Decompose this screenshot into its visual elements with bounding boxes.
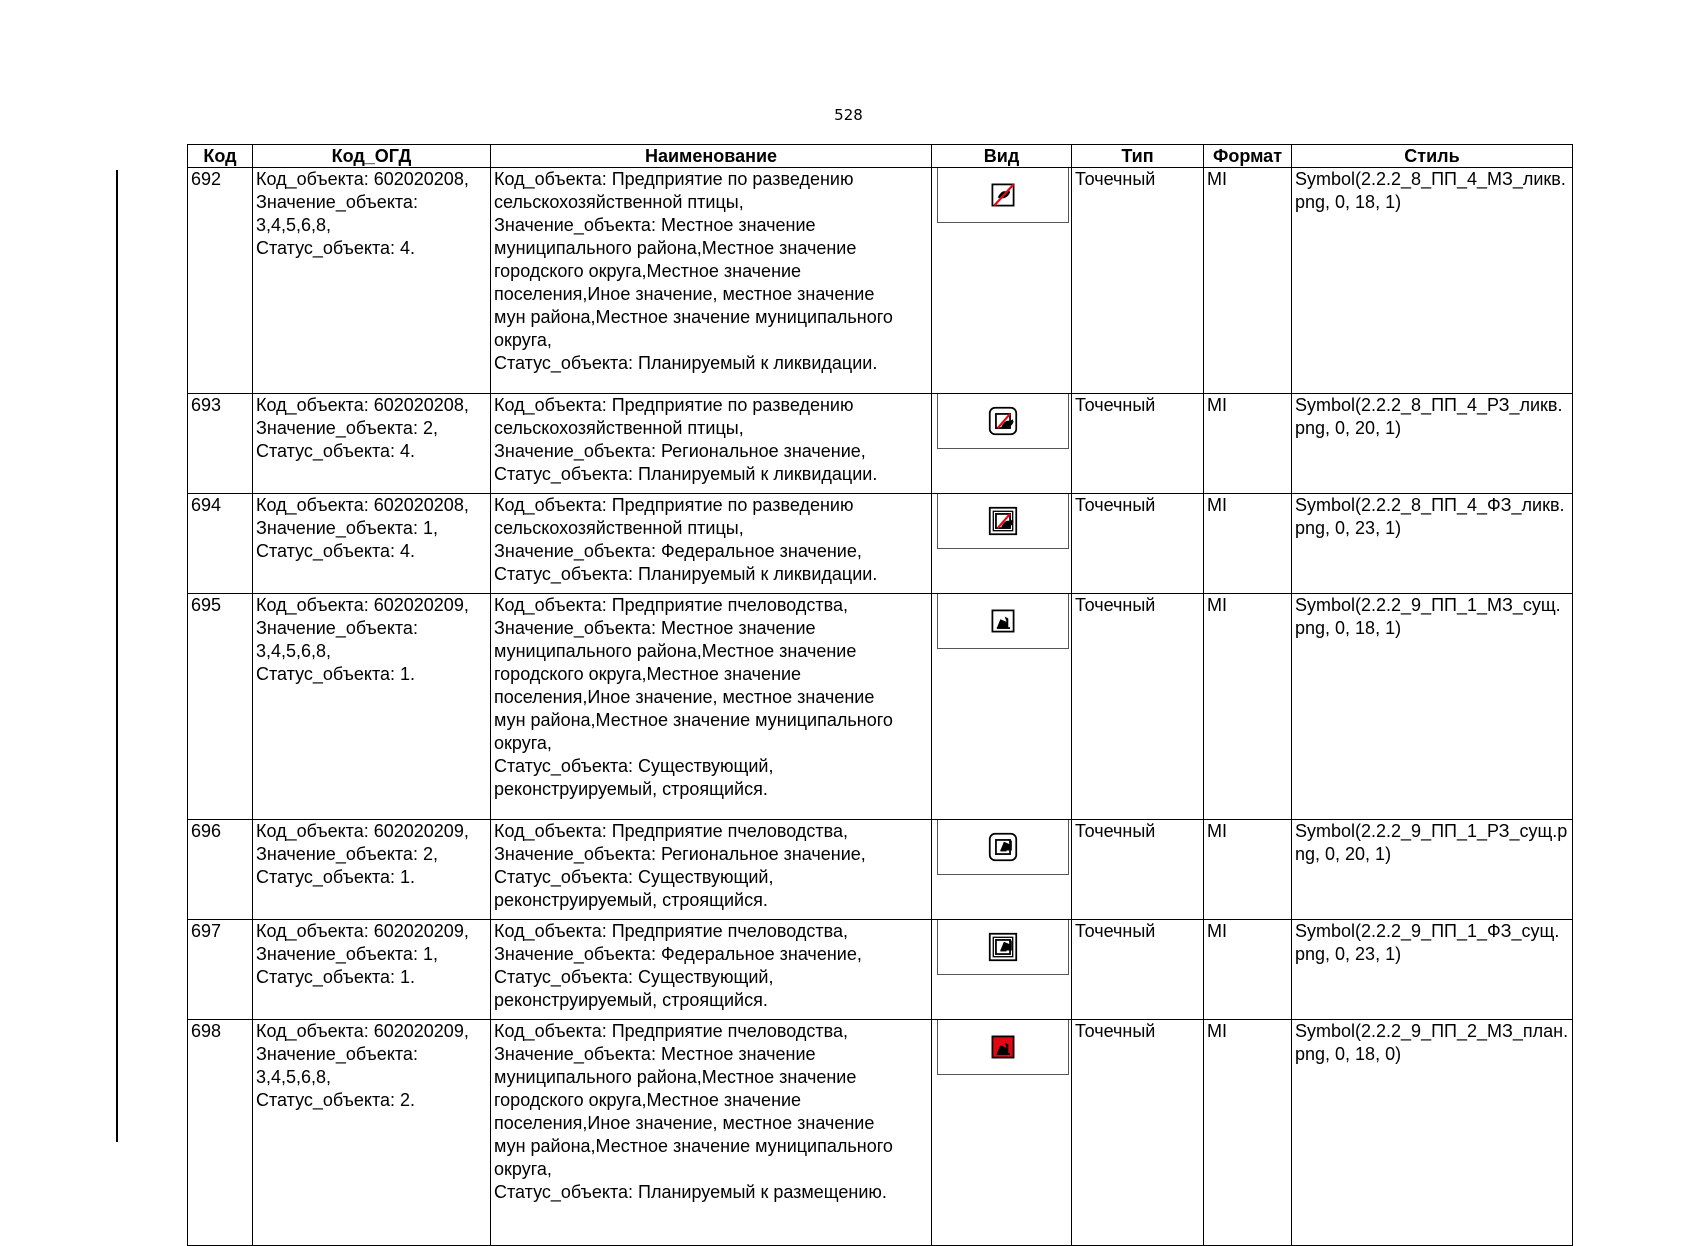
- column-header-view: Вид: [932, 145, 1072, 168]
- style-cell: Symbol(2.2.2_9_ПП_1_РЗ_сущ.png, 0, 20, 1): [1292, 820, 1573, 920]
- ogd-code-cell: Код_объекта: 602020209, Значение_объекта: 3,4,5,6,8, Статус_объекта: 1.: [253, 594, 491, 820]
- code-cell: 698: [188, 1020, 253, 1246]
- symbol-preview: [937, 1020, 1069, 1075]
- code-cell: 696: [188, 820, 253, 920]
- poultry-farm-liquidation-icon: [988, 406, 1018, 436]
- format-cell: MI: [1204, 494, 1292, 594]
- ogd-code-cell: Код_объекта: 602020209, Значение_объекта: 2, Статус_объекта: 1.: [253, 820, 491, 920]
- code-cell: 695: [188, 594, 253, 820]
- column-header-format: Формат: [1204, 145, 1292, 168]
- margin-line: [116, 170, 118, 1142]
- symbol-preview: [937, 920, 1069, 975]
- column-header-name: Наименование: [491, 145, 932, 168]
- table-row: [188, 168, 1573, 394]
- table-row: [188, 820, 1573, 920]
- format-cell: MI: [1204, 394, 1292, 494]
- column-header-style: Стиль: [1292, 145, 1573, 168]
- type-cell: Точечный: [1072, 920, 1204, 1020]
- column-header-type: Тип: [1072, 145, 1204, 168]
- symbol-preview: [937, 494, 1069, 549]
- column-header-code: Код: [188, 145, 253, 168]
- table-row: [188, 1020, 1573, 1246]
- name-cell: Код_объекта: Предприятие пчеловодства, Значение_объекта: Региональное значение, Статус_объекта: Существующий, реконструируемый, строящийся.: [491, 820, 932, 920]
- symbol-registry-table: [187, 144, 1573, 1246]
- table-row: [188, 594, 1573, 820]
- type-cell: Точечный: [1072, 394, 1204, 494]
- name-cell: Код_объекта: Предприятие по разведению сельскохозяйственной птицы, Значение_объекта: Федеральное значение, Статус_объекта: Планируемый к ликвидации.: [491, 494, 932, 594]
- symbol-preview: [937, 168, 1069, 223]
- view-cell: [932, 168, 1072, 394]
- type-cell: Точечный: [1072, 168, 1204, 394]
- style-cell: Symbol(2.2.2_8_ПП_4_ФЗ_ликв.png, 0, 23, 1): [1292, 494, 1573, 594]
- format-cell: MI: [1204, 820, 1292, 920]
- name-cell: Код_объекта: Предприятие пчеловодства, Значение_объекта: Местное значение муниципального района,Местное значение городского округа,Местное значение поселения,Иное значение, местное значение мун района,Местное значение муниципального округа, Статус_объекта: Существующий, реконструируемый, строящийся.: [491, 594, 932, 820]
- name-cell: Код_объекта: Предприятие по разведению сельскохозяйственной птицы, Значение_объекта: Региональное значение, Статус_объекта: Планируемый к ликвидации.: [491, 394, 932, 494]
- ogd-code-cell: Код_объекта: 602020208, Значение_объекта: 3,4,5,6,8, Статус_объекта: 4.: [253, 168, 491, 394]
- view-cell: [932, 594, 1072, 820]
- ogd-code-cell: Код_объекта: 602020208, Значение_объекта: 2, Статус_объекта: 4.: [253, 394, 491, 494]
- format-cell: MI: [1204, 920, 1292, 1020]
- code-cell: 692: [188, 168, 253, 394]
- symbol-preview: [937, 594, 1069, 649]
- symbol-preview: [937, 394, 1069, 449]
- beekeeping-enterprise-icon: [988, 832, 1018, 862]
- type-cell: Точечный: [1072, 494, 1204, 594]
- table-row: [188, 494, 1573, 594]
- view-cell: [932, 820, 1072, 920]
- ogd-code-cell: Код_объекта: 602020208, Значение_объекта: 1, Статус_объекта: 4.: [253, 494, 491, 594]
- name-cell: Код_объекта: Предприятие пчеловодства, Значение_объекта: Федеральное значение, Статус_объекта: Существующий, реконструируемый, строящийся.: [491, 920, 932, 1020]
- code-cell: 697: [188, 920, 253, 1020]
- ogd-code-cell: Код_объекта: 602020209, Значение_объекта: 3,4,5,6,8, Статус_объекта: 2.: [253, 1020, 491, 1246]
- table-row: [188, 394, 1573, 494]
- poultry-farm-liquidation-icon: [988, 180, 1018, 210]
- poultry-farm-liquidation-icon: [988, 506, 1018, 536]
- view-cell: [932, 394, 1072, 494]
- column-header-ogd: Код_ОГД: [253, 145, 491, 168]
- view-cell: [932, 1020, 1072, 1246]
- style-cell: Symbol(2.2.2_8_ПП_4_МЗ_ликв.png, 0, 18, 1): [1292, 168, 1573, 394]
- ogd-code-cell: Код_объекта: 602020209, Значение_объекта: 1, Статус_объекта: 1.: [253, 920, 491, 1020]
- view-cell: [932, 494, 1072, 594]
- table-row: [188, 920, 1573, 1020]
- style-cell: Symbol(2.2.2_9_ПП_1_ФЗ_сущ.png, 0, 23, 1): [1292, 920, 1573, 1020]
- format-cell: MI: [1204, 168, 1292, 394]
- style-cell: Symbol(2.2.2_8_ПП_4_РЗ_ликв.png, 0, 20, 1): [1292, 394, 1573, 494]
- view-cell: [932, 920, 1072, 1020]
- name-cell: Код_объекта: Предприятие пчеловодства, Значение_объекта: Местное значение муниципального района,Местное значение городского округа,Местное значение поселения,Иное значение, местное значение мун района,Местное значение муниципального округа, Статус_объекта: Планируемый к размещению.: [491, 1020, 932, 1246]
- type-cell: Точечный: [1072, 594, 1204, 820]
- style-cell: Symbol(2.2.2_9_ПП_2_МЗ_план.png, 0, 18, 0): [1292, 1020, 1573, 1246]
- page-number: 528: [834, 106, 863, 124]
- beekeeping-enterprise-planned-icon: [988, 1032, 1018, 1062]
- code-cell: 693: [188, 394, 253, 494]
- beekeeping-enterprise-icon: [988, 606, 1018, 636]
- code-cell: 694: [188, 494, 253, 594]
- type-cell: Точечный: [1072, 1020, 1204, 1246]
- name-cell: Код_объекта: Предприятие по разведению сельскохозяйственной птицы, Значение_объекта: Местное значение муниципального района,Местное значение городского округа,Местное значение поселения,Иное значение, местное значение мун района,Местное значение муниципального округа, Статус_объекта: Планируемый к ликвидации.: [491, 168, 932, 394]
- table-header-row: [188, 145, 1573, 168]
- type-cell: Точечный: [1072, 820, 1204, 920]
- format-cell: MI: [1204, 594, 1292, 820]
- style-cell: Symbol(2.2.2_9_ПП_1_МЗ_сущ.png, 0, 18, 1): [1292, 594, 1573, 820]
- format-cell: MI: [1204, 1020, 1292, 1246]
- beekeeping-enterprise-icon: [988, 932, 1018, 962]
- symbol-preview: [937, 820, 1069, 875]
